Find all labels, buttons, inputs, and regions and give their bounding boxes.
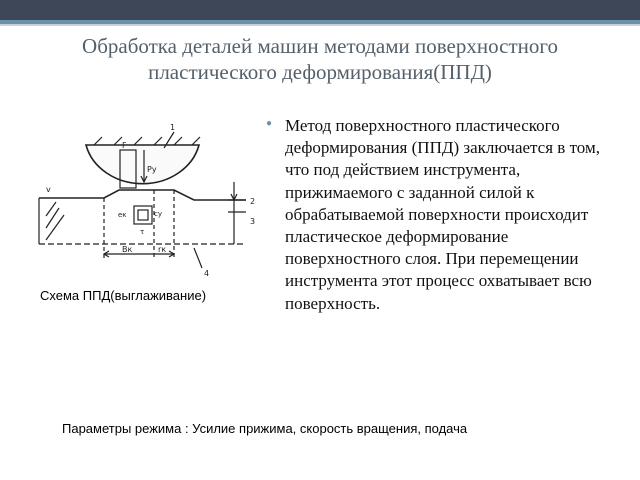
workpiece-surface: [39, 190, 246, 200]
mode-parameters-text: Параметры режима : Усилие прижима, скорость вращения, подача: [62, 421, 468, 436]
label-1: 1: [170, 123, 176, 132]
bullet-dot-icon: ●: [266, 118, 273, 129]
label-ek: eк: [118, 211, 127, 219]
label-rk: rк: [158, 245, 167, 254]
label-py: Py: [147, 165, 157, 174]
label-cy: cy: [154, 210, 162, 218]
slide-title: Обработка деталей машин методами поверхностного пластического деформирования(ППД): [82, 34, 558, 84]
label-bk: Bк: [122, 245, 133, 254]
label-4: 4: [204, 269, 210, 278]
diagram-caption: Схема ППД(выглаживание): [40, 288, 207, 303]
label-f: F: [122, 141, 127, 150]
label-2: 2: [250, 197, 256, 206]
label-3: 3: [250, 217, 256, 226]
bullet-item-text: Метод поверхностного пластического деформирования (ППД) заключается в том, что под действием инструмента, прижимаемого с заданной силой к обрабатываемой поверхности происходит пластическое деформирование поверхностного слоя. При перемещении инструмента этот процесс охватывает всю поверхность.: [285, 116, 600, 313]
label-v: v: [46, 185, 51, 194]
deformed-element: [134, 206, 152, 224]
accent-stripe-light: [0, 24, 640, 26]
ppd-scheme-diagram: [34, 120, 266, 280]
top-bar: [0, 0, 640, 20]
label-tau: τ: [140, 228, 145, 236]
